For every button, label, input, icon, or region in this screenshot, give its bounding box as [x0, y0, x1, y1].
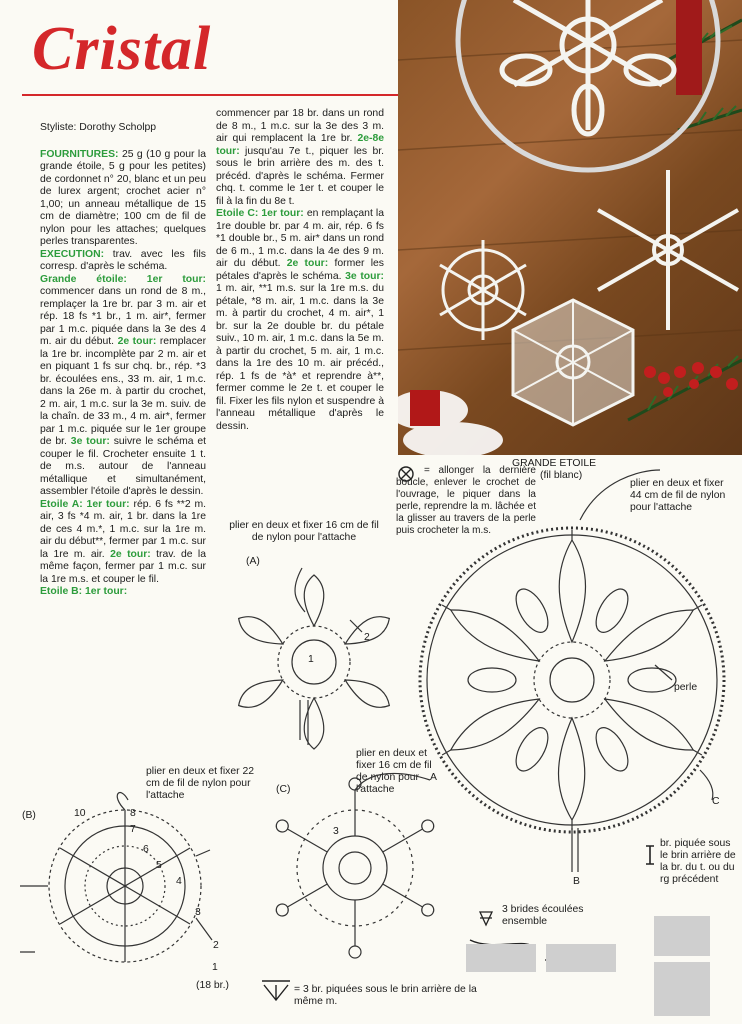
legend-br-piquee: br. piquée sous le brin arrière de la br. du t. ou du rg précédent: [660, 838, 736, 885]
num-4: 4: [176, 876, 182, 887]
br-piquee-icon: [646, 846, 654, 864]
grande-etoile-title: GRANDE ETOILE: [512, 458, 597, 469]
label-C: (C): [276, 784, 291, 795]
three-br-icon: [262, 981, 290, 1000]
etoileC-t3-text: 1 m. air, **1 m.s. sur la 1re m.s. du pétale, *8 m. air, 1 m.c. dans la 3e m. à partir du crochet, 4 m. air*, 1 br. sur la 2e double br. du pétale suiv., 10 m. air, 1 m.c. dans la 5e m. à partir du crochet, 5 m. air, 1 m.c. dans la 1re des 10 m. air précéd., rép. 1 fs de *à* et reprendre à**, fermer comme le 2e t. et couper le fil. Fixer les fils nylon et suspendre à l'anneau métallique d'après le dessin.: [216, 283, 384, 432]
etoileC-text: en remplaçant la 1re double br. par 4 m. air, rép. 6 fs *1 double br., 5 m. air* dans un rond de 6 m., 1 m.c. dans la 4e des 9 m. air du début.: [216, 208, 384, 269]
etoileA-t2-label: 2e tour:: [110, 548, 151, 560]
etoile-B-diagram: [20, 793, 212, 962]
legend-3brides: 3 brides écoulées ensemble: [502, 904, 584, 927]
execution-text: trav. avec les fils corresp. d'après le schéma.: [40, 248, 206, 272]
text-column-1: [40, 122, 206, 599]
label-B: (B): [22, 810, 36, 821]
num-6: 6: [143, 844, 149, 855]
legend-3br: = 3 br. piquées sous le brin arrière de la même m.: [294, 984, 477, 1007]
text-column-2: [216, 108, 384, 433]
attach-44-label: plier en deux et fixer 44 cm de fil de nylon pour l'attache: [630, 478, 726, 513]
photo-illustration: [398, 0, 742, 455]
etoile-C-diagram: [274, 773, 436, 958]
page-title: Cristal: [32, 15, 212, 83]
num-2a: 2: [364, 632, 370, 643]
etoileC-t3-label: 3e tour:: [345, 270, 385, 282]
etoileC-t2-label: 2e tour:: [286, 258, 329, 269]
etoileB-t2-text: jusqu'au 7e t., piquer les br. sous le brin arrière des m. des t. précéd. d'après le schéma. Fermer chq. t. comme le 1er t. et couper le fil à la fin du 8e t.: [216, 145, 384, 207]
letter-B: B: [573, 876, 580, 887]
num-7: 7: [130, 824, 136, 835]
fournitures-label: FOURNITURES:: [40, 148, 119, 160]
stylist-line: Styliste: Dorothy Scholpp: [40, 122, 157, 133]
fournitures-paragraph: [40, 149, 206, 249]
num-8: 8: [130, 808, 136, 819]
etoileA-paragraph: [40, 499, 206, 587]
grande-etoile-sub: (fil blanc): [540, 470, 583, 481]
num-3: 3: [195, 907, 201, 918]
title-rule: [22, 94, 398, 96]
label-A: (A): [246, 556, 260, 567]
grande-t3-text: suivre le schéma et couper le fil. Crocheter ensuite 1 t. de m.s. autour de l'anneau métallique et simultanément, assembler l'étoile d'après le dessin.: [40, 436, 207, 497]
num-1b: 1: [212, 962, 218, 973]
etoileA-label: Etoile A: 1er tour:: [40, 498, 130, 510]
grande-paragraph: [40, 274, 206, 499]
etoileB-paragraph: [216, 108, 384, 208]
attach-22-label: plier en deux et fixer 22 cm de fil de nylon pour l'attache: [146, 766, 255, 801]
etoileB-text: commencer par 18 br. dans un rond de 8 m., 1 m.c. sur la 3e des 3 m. air qui remplacent la 1re br.: [216, 108, 384, 144]
etoileB-t2-label: 2e-8e tour:: [216, 133, 385, 157]
attach-16a-label: plier en deux et fixer 16 cm de fil de nylon pour l'attache: [229, 520, 379, 543]
grande-text: commencer dans un rond de 8 m., remplaçer la 1re br. par 3 m. air et rép. 18 fs *1 br., 1 m. air*, fermer par 1 m.c. piquée dans la 3e des 4 m. air du début.: [40, 286, 206, 347]
fournitures-text: 25 g (10 g pour la grande étoile, 5 g pour les petites) de cordonnet n° 20, blanc et un peu de lurex argent; crochet acier n° 1,00; un anneau métallique de 15 cm de diamètre; 100 cm de fil de nylon pour les attaches; quelques perles transparentes.: [40, 148, 207, 247]
grande-t2-text: remplacer la 1re br. incomplète par 2 m. air et en piquant 1 fs sur chq. br., rép. *3 br. écoulées ens., 33 m. air, 1 m.c. dans la 26e m. à partir du crochet, 2 m. air, 1 m.c. sur la 3e m. suiv. de la chaîn. de 33 m., 4 m. air*, fermer par 1 m.c. piquée sur le 1er groupe de br.: [40, 336, 207, 447]
snowflake-photo: [398, 0, 742, 455]
grande-label: Grande étoile: 1er tour:: [40, 273, 206, 285]
grande-t3-label: 3e tour:: [70, 436, 110, 447]
etoile-A-diagram: [234, 568, 394, 749]
etoileB-paragraph-start: [40, 586, 206, 599]
legend-cross-paragraph: [396, 465, 536, 537]
legend-column: [396, 465, 536, 537]
num-1a: 1: [308, 654, 314, 665]
legend-cross-text: = allonger la dernière boucle, enlever le crochet de l'ouvrage, le piquer dans la perle, reprendre la m. lâchée et la glisser au travers de la perle puis crocheter la m.s.: [396, 465, 536, 536]
execution-label: EXECUTION:: [40, 248, 105, 260]
etoileC-label: Etoile C: 1er tour:: [216, 208, 304, 219]
letter-C: C: [712, 796, 720, 807]
etoileA-text: rép. 6 fs **2 m. air, 3 fs *4 m. air, 1 br. dans la 1re de ces 4 m.*, 1 m.c. sur la 1re m. air du début**, fermer par 1 m.c. sur la 1re m. air.: [40, 498, 206, 560]
etoileC-paragraph: [216, 208, 384, 433]
etoileA-t2-text: trav. de la même façon, fermer par 1 m.c. sur la 1re m.s. et couper le fil.: [40, 548, 207, 585]
num-10: 10: [74, 808, 86, 819]
attach-16c-label: plier en deux et fixer 16 cm de fil de nylon pour l'attache: [356, 748, 432, 795]
crochet-photos-icon: [466, 916, 710, 1016]
etoileC-t2-text: former les pétales d'après le schéma.: [216, 258, 384, 282]
num-3c: 3: [333, 826, 339, 837]
grande-t2-label: 2e tour:: [117, 336, 157, 347]
etoileB-label: Etoile B: 1er tour:: [40, 586, 128, 597]
num-5: 5: [156, 860, 162, 871]
letter-A-c: A: [430, 772, 437, 783]
br18-label: (18 br.): [196, 980, 229, 991]
perle-label: perle: [674, 682, 698, 693]
execution-paragraph: [40, 249, 206, 274]
num-2b: 2: [213, 940, 219, 951]
